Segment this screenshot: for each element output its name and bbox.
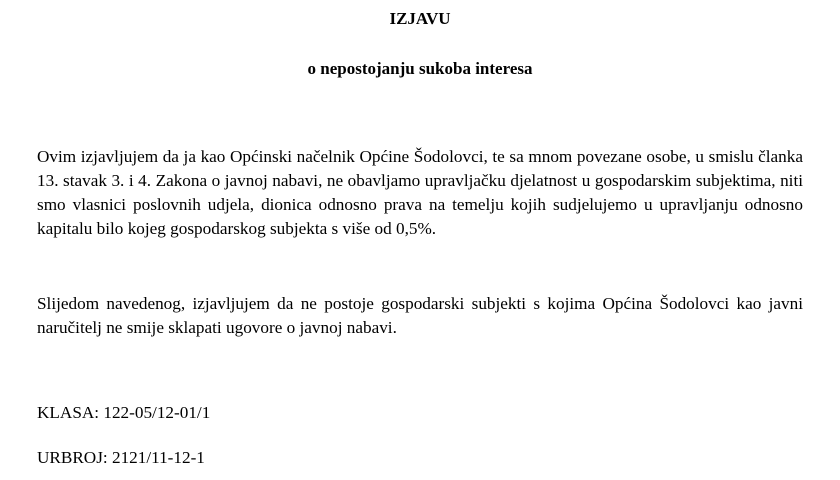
conclusion-paragraph: Slijedom navedenog, izjavljujem da ne postoje gospodarski subjekti s kojima Općina Šodolovci kao javni naručitelj ne smije sklapati ugovore o javnoj nabavi. bbox=[37, 294, 803, 337]
document-title: IZJAVU bbox=[389, 9, 451, 28]
statement-paragraph: Ovim izjavljujem da ja kao Općinski načelnik Općine Šodolovci, te sa mnom povezane osobe, u smislu članka 13. stavak 3. i 4. Zakona o javnoj nabavi, ne obavljamo upravljačku djelatnost u gospodarskim subjektima, niti smo vlasnici poslovnih udjela, dionica odnosno prava na temelju kojih sudjelujemo u upravljanju odnosno kapitalu bilo kojeg gospodarskog subjekta s više od 0,5%. bbox=[37, 147, 803, 238]
urbroj-reference: URBROJ: 2121/11-12-1 bbox=[37, 448, 205, 467]
klasa-reference: KLASA: 122-05/12-01/1 bbox=[37, 403, 211, 422]
document-subtitle: o nepostojanju sukoba interesa bbox=[307, 59, 533, 78]
